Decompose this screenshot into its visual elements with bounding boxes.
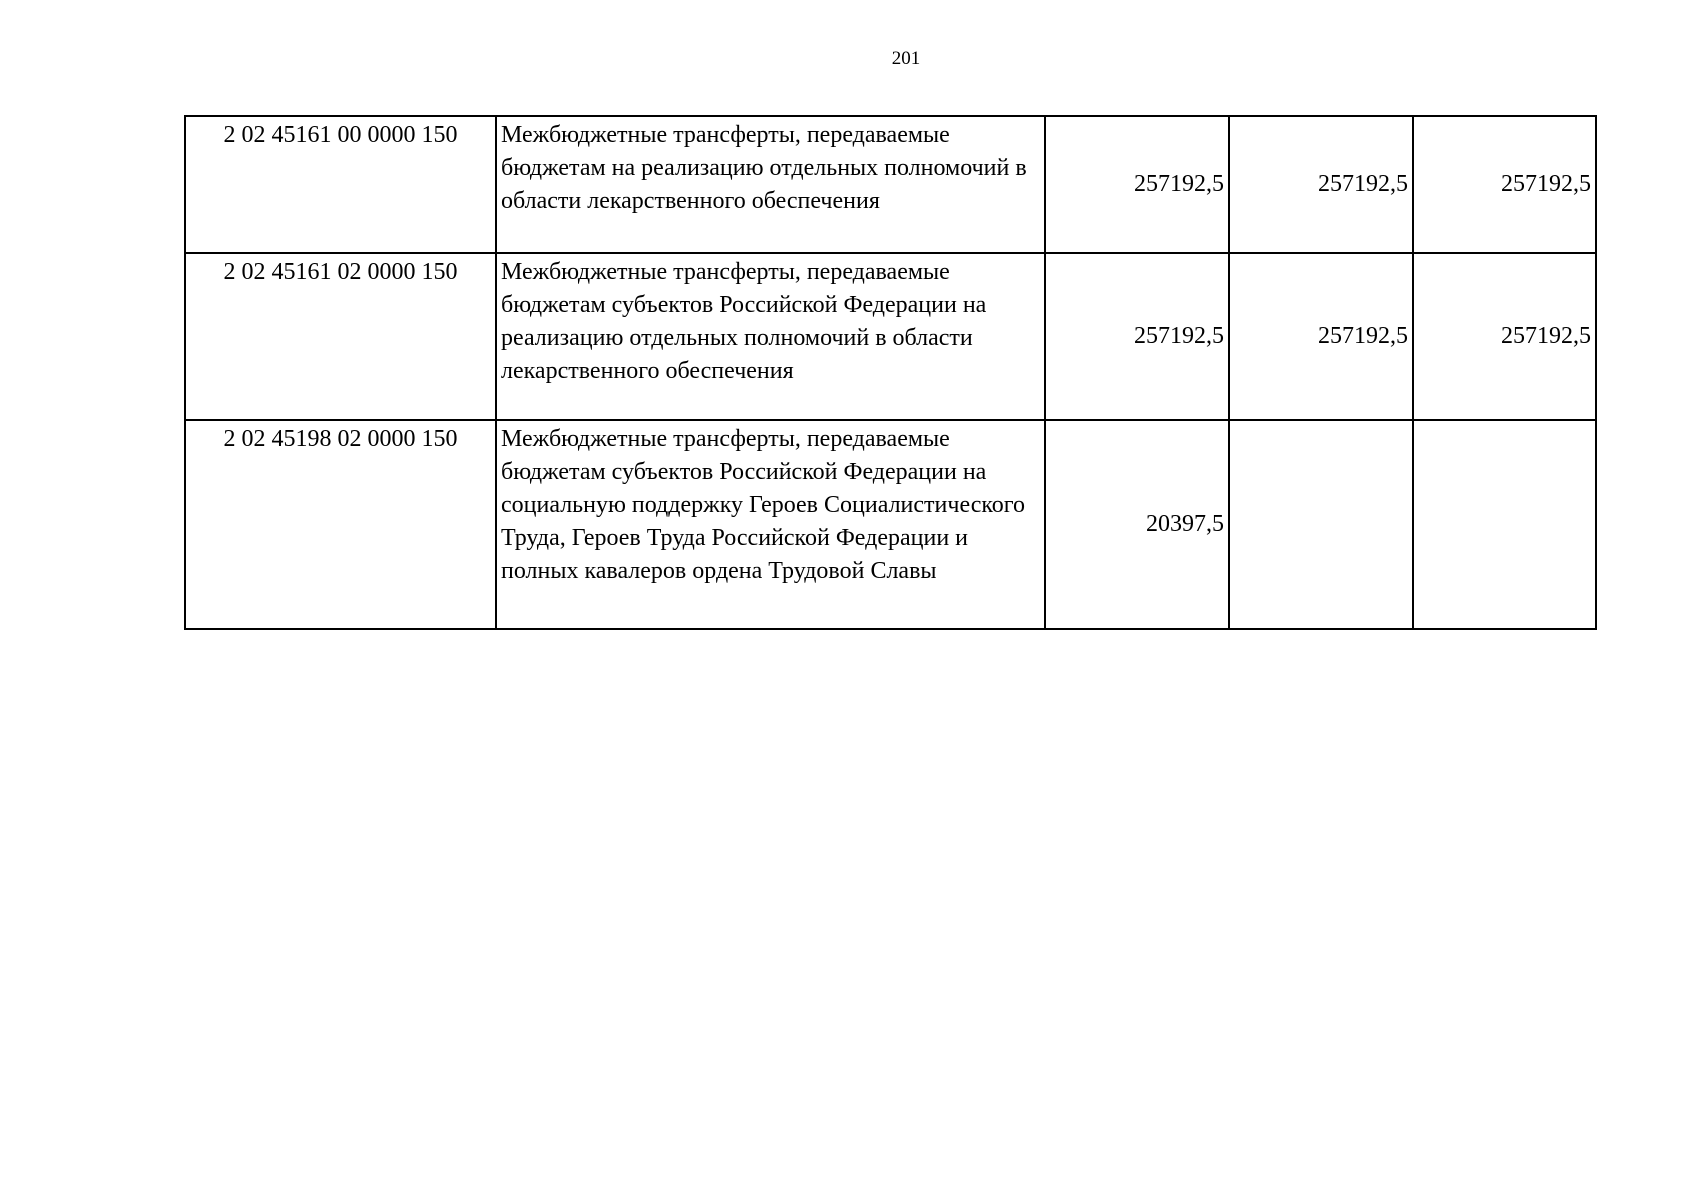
amount-cell-3: 257192,5 [1413, 116, 1596, 253]
table-row [185, 116, 1596, 253]
budget-table [184, 115, 1597, 630]
budget-code-cell: 2 02 45198 02 0000 150 [185, 420, 496, 629]
amount-cell-3 [1413, 420, 1596, 629]
description-cell: Межбюджетные трансферты, передаваемые бюджетам субъектов Российской Федерации на реализацию отдельных полномочий в области лекарственного обеспечения [496, 253, 1045, 420]
description-cell: Межбюджетные трансферты, передаваемые бюджетам субъектов Российской Федерации на социальную поддержку Героев Социалистического Труда, Героев Труда Российской Федерации и полных кавалеров ордена Трудовой Славы [496, 420, 1045, 629]
amount-cell-3: 257192,5 [1413, 253, 1596, 420]
budget-code-cell: 2 02 45161 00 0000 150 [185, 116, 496, 253]
amount-cell-2 [1229, 420, 1413, 629]
table-row [185, 420, 1596, 629]
amount-cell-2: 257192,5 [1229, 116, 1413, 253]
amount-cell-1: 257192,5 [1045, 253, 1229, 420]
amount-cell-1: 20397,5 [1045, 420, 1229, 629]
page-number: 201 [891, 48, 921, 69]
table-row [185, 253, 1596, 420]
amount-cell-1: 257192,5 [1045, 116, 1229, 253]
budget-code-cell: 2 02 45161 02 0000 150 [185, 253, 496, 420]
amount-cell-2: 257192,5 [1229, 253, 1413, 420]
description-cell: Межбюджетные трансферты, передаваемые бюджетам на реализацию отдельных полномочий в области лекарственного обеспечения [496, 116, 1045, 253]
